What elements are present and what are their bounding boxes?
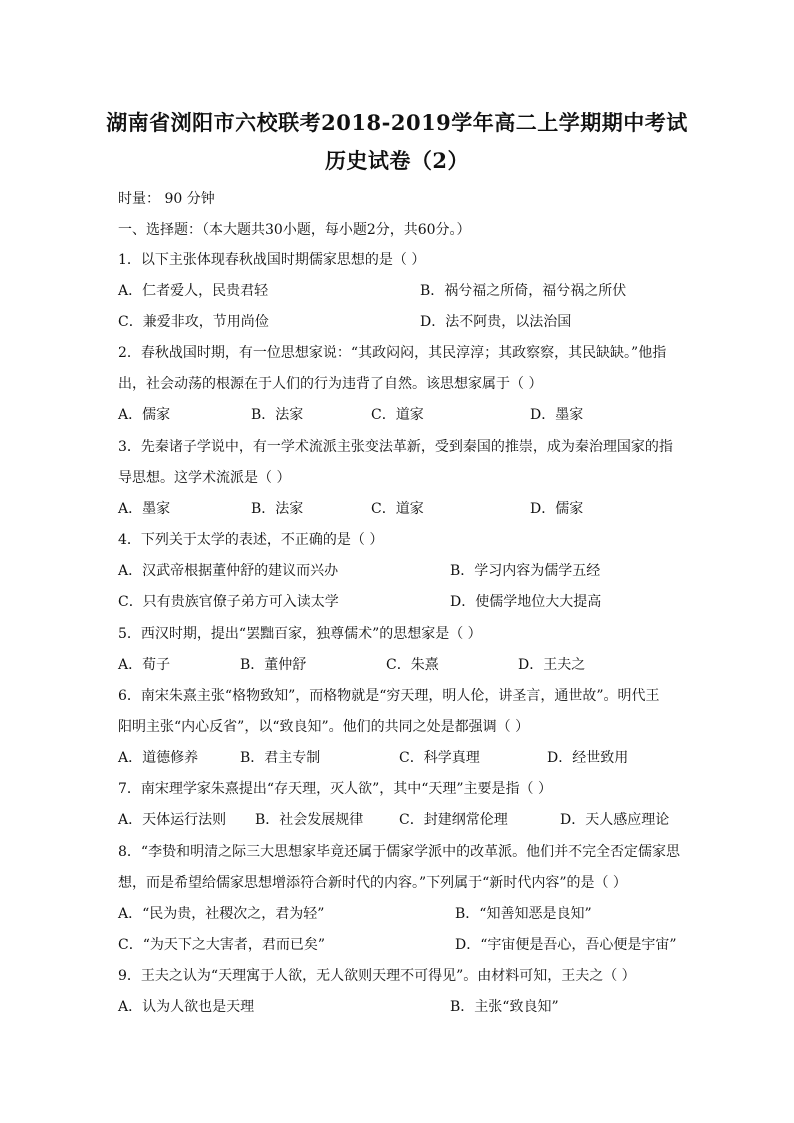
- question-1-option-b: B．祸兮福之所倚，福兮祸之所伏: [420, 283, 627, 299]
- question-8-option-b: B．“知善知恶是良知”: [455, 906, 592, 922]
- question-9-option-a: A．认为人欲也是天理: [118, 999, 255, 1015]
- question-5-option-d: D．王夫之: [518, 657, 586, 673]
- question-1-stem: 1．以下主张体现春秋战国时期儒家思想的是（ ）: [118, 252, 426, 268]
- section-heading: 一、选择题：（本大题共30小题，每小题2分，共60分。）: [118, 222, 471, 238]
- question-2-option-c: C．道家: [371, 407, 424, 423]
- question-6-option-a: A．道德修养: [118, 750, 199, 766]
- question-8-option-c: C．“为天下之大害者，君而已矣”: [118, 937, 326, 953]
- question-6-stem-line-2: 阳明主张“内心反省”，以“致良知”。他们的共同之处是都强调（ ）: [118, 719, 530, 735]
- question-5-option-c: C．朱熹: [386, 657, 439, 673]
- question-3-option-d: D．儒家: [530, 501, 584, 517]
- question-6-option-c: C．科学真理: [399, 750, 480, 766]
- exam-subtitle: 历史试卷（2）: [324, 148, 470, 173]
- question-3-option-a: A．墨家: [118, 501, 171, 517]
- exam-title: 湖南省浏阳市六校联考2018-2019学年高二上学期期中考试: [106, 110, 688, 135]
- time-limit: 时量： 90 分钟: [118, 191, 215, 207]
- question-7-option-d: D．天人感应理论: [560, 812, 670, 828]
- question-2-stem-line-2: 出，社会动荡的根源在于人们的行为违背了自然。该思想家属于（ ）: [118, 376, 543, 392]
- question-5-option-a: A．荀子: [118, 657, 171, 673]
- question-4-option-c: C．只有贵族官僚子弟方可入读太学: [118, 594, 339, 610]
- question-3-option-c: C．道家: [371, 501, 424, 517]
- question-3-stem-line-1: 3．先秦诸子学说中，有一学术流派主张变法革新，受到秦国的推崇，成为秦治理国家的指: [118, 439, 673, 455]
- question-8-stem-line-2: 想，而是希望给儒家思想增添符合新时代的内容。”下列属于“新时代内容”的是（ ）: [118, 875, 627, 891]
- question-2-stem-line-1: 2．春秋战国时期，有一位思想家说：“其政闷闷，其民淳淳；其政察察，其民缺缺。”他指: [118, 345, 667, 361]
- question-1-option-d: D．法不阿贵，以法治国: [420, 314, 572, 330]
- question-2-option-a: A．儒家: [118, 407, 171, 423]
- question-3-stem-line-2: 导思想。这学术流派是（ ）: [118, 470, 291, 486]
- question-7-stem: 7．南宋理学家朱熹提出“存天理，灭人欲”，其中“天理”主要是指（ ）: [118, 781, 552, 797]
- question-9-stem: 9．王夫之认为“天理寓于人欲，无人欲则天理不可得见”。由材料可知，王夫之（ ）: [118, 968, 636, 984]
- question-6-stem-line-1: 6．南宋朱熹主张“格物致知”，而格物就是“穷天理，明人伦，讲圣言，通世故”。明代王: [118, 688, 660, 704]
- question-7-option-a: A．天体运行法则: [118, 812, 227, 828]
- question-2-option-d: D．墨家: [530, 407, 584, 423]
- question-4-option-b: B．学习内容为儒学五经: [450, 563, 601, 579]
- question-6-option-d: D．经世致用: [547, 750, 629, 766]
- question-1-option-c: C．兼爱非攻，节用尚俭: [118, 314, 269, 330]
- question-1-option-a: A．仁者爱人，民贵君轻: [118, 283, 269, 299]
- question-9-option-b: B．主张“致良知”: [450, 999, 559, 1015]
- question-4-stem: 4．下列关于太学的表述，不正确的是（ ）: [118, 532, 384, 548]
- question-8-stem-line-1: 8．“李贽和明清之际三大思想家毕竟还属于儒家学派中的改革派。他们并不完全否定儒家思: [118, 844, 681, 860]
- question-7-option-c: C．封建纲常伦理: [399, 812, 508, 828]
- question-2-option-b: B．法家: [251, 407, 304, 423]
- question-6-option-b: B．君主专制: [240, 750, 321, 766]
- question-4-option-a: A．汉武帝根据董仲舒的建议而兴办: [118, 563, 339, 579]
- question-5-option-b: B．董仲舒: [240, 657, 307, 673]
- question-8-option-a: A．“民为贵，社稷次之，君为轻”: [118, 906, 325, 922]
- question-5-stem: 5．西汉时期，提出“罢黜百家，独尊儒术”的思想家是（ ）: [118, 626, 482, 642]
- question-4-option-d: D．使儒学地位大大提高: [450, 594, 602, 610]
- question-7-option-b: B．社会发展规律: [255, 812, 364, 828]
- question-3-option-b: B．法家: [251, 501, 304, 517]
- question-8-option-d: D．“宇宙便是吾心，吾心便是宇宙”: [455, 937, 677, 953]
